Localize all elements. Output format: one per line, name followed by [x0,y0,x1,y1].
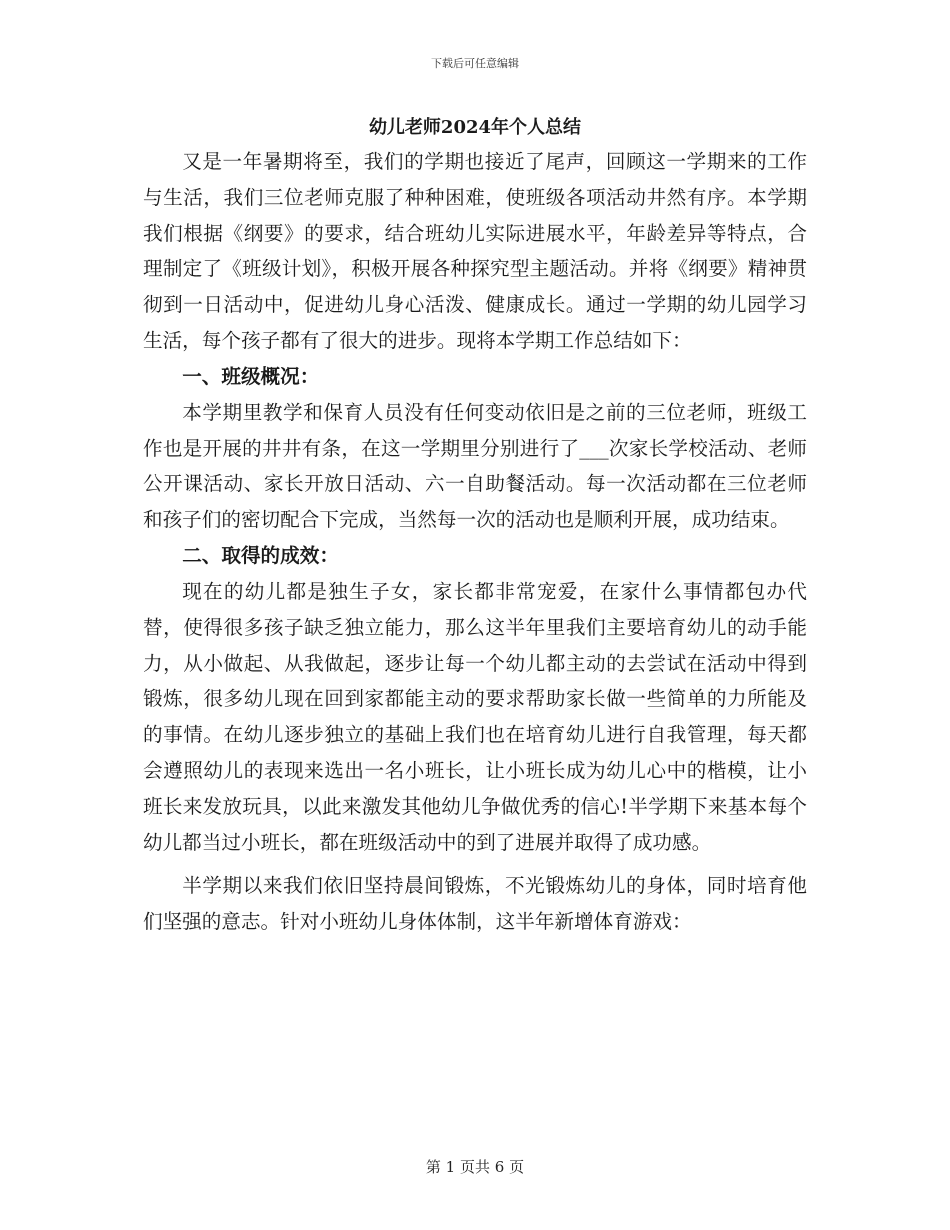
intro-paragraph: 又是一年暑期将至，我们的学期也接近了尾声，回顾这一学期来的工作与生活，我们三位老师克服了种种困难，使班级各项活动井然有序。本学期我们根据《纲要》的要求，结合班幼儿实际进展水平，年龄差异等特点，合理制定了《班级计划》，积极开展各种探究型主题活动。并将《纲要》精神贯彻到一日活动中，促进幼儿身心活泼、健康成长。通过一学期的幼儿园学习生活，每个孩子都有了很大的进步。现将本学期工作总结如下： [143,150,807,352]
document-title: 幼儿老师2024年个人总结 [368,117,582,138]
page-number-footer: 第 1 页共 6 页 [425,1158,525,1176]
achievements-paragraph-2: 半学期以来我们依旧坚持晨间锻炼，不光锻炼幼儿的身体，同时培育他们坚强的意志。针对小班幼儿身体体制，这半年新增体育游戏： [143,874,807,934]
document-body [143,112,807,940]
achievements-paragraph-1: 现在的幼儿都是独生子女，家长都非常宠爱，在家什么事情都包办代替，使得很多孩子缺乏独立能力，那么这半年里我们主要培育幼儿的动手能力，从小做起、从我做起，逐步让每一个幼儿都主动的去尝试在活动中得到锻炼，很多幼儿现在回到家都能主动的要求帮助家长做一些简单的力所能及的事情。在幼儿逐步独立的基础上我们也在培育幼儿进行自我管理，每天都会遵照幼儿的表现来选出一名小班长，让小班长成为幼儿心中的楷模，让小班长来发放玩具，以此来激发其他幼儿争做优秀的信心!半学期下来基本每个幼儿都当过小班长，都在班级活动中的到了进展并取得了成功感。 [143,579,807,854]
page-header-note: 下载后可任意编辑 [431,57,519,70]
section-heading-achievements: 二、取得的成效： [182,543,339,567]
section-heading-class-overview: 一、班级概况： [182,364,320,388]
class-overview-paragraph: 本学期里教学和保育人员没有任何变动依旧是之前的三位老师，班级工作也是开展的井井有条，在这一学期里分别进行了___次家长学校活动、老师公开课活动、家长开放日活动、六一自助餐活动。每一次活动都在三位老师和孩子们的密切配合下完成，当然每一次的活动也是顺利开展，成功结束。 [143,400,807,532]
